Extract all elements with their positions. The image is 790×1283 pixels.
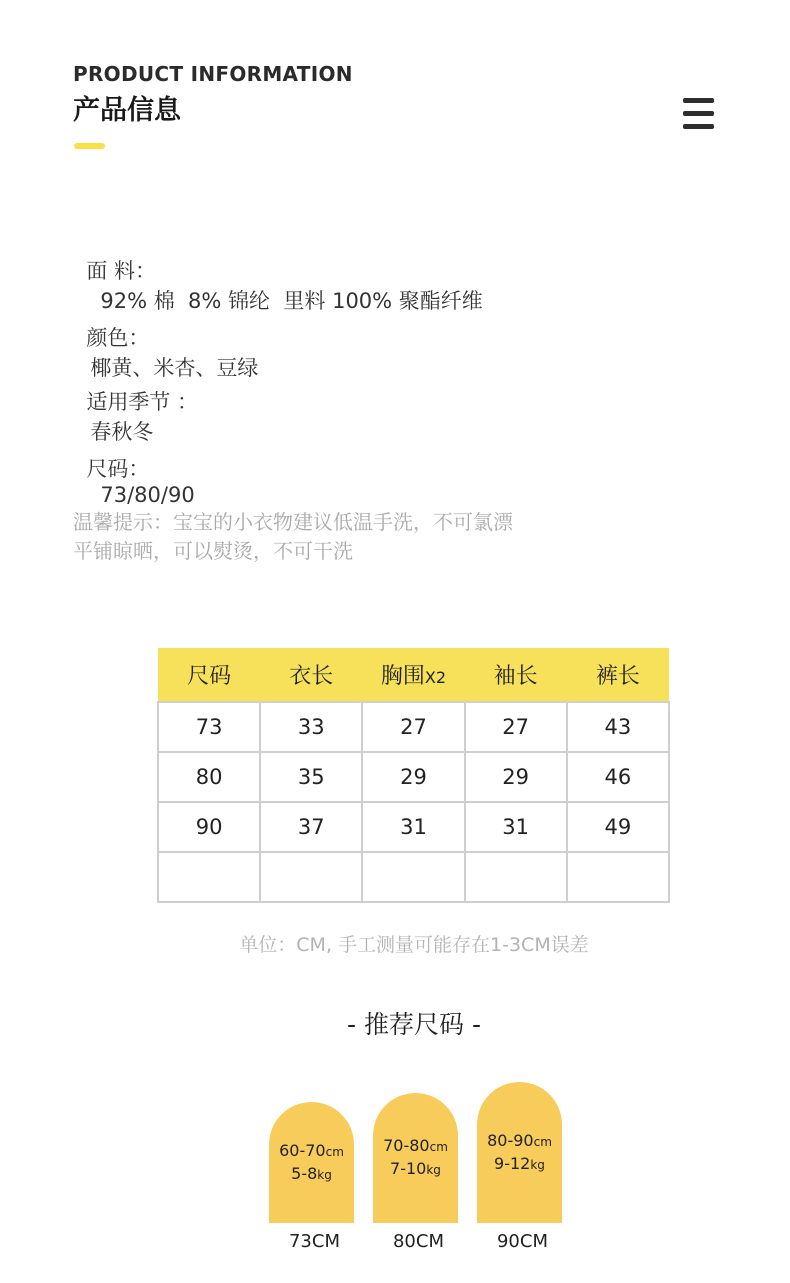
size-arch-90 (477, 1082, 562, 1223)
table-cell: 29 (465, 752, 567, 802)
arch-size-label: 80CM (392, 1231, 444, 1252)
spec-value: 73/80/90 (100, 483, 195, 507)
table-cell: 31 (362, 802, 464, 852)
arch-height-unit: cm (429, 1140, 448, 1154)
spec-label: 面 料： (86, 259, 157, 283)
recommend-title: - 推荐尺码 - (347, 1010, 481, 1039)
spec-value: 春秋冬 (90, 420, 154, 444)
table-cell: 49 (567, 802, 669, 852)
header-sleeve: 袖长 (465, 648, 567, 702)
table-cell: 73 (158, 702, 260, 752)
spec-label: 适用季节 ： (86, 390, 199, 414)
arch-height-value: 60-70 (279, 1140, 326, 1160)
header-chest (362, 648, 464, 702)
size-chart-table (157, 648, 670, 903)
table-cell: 90 (158, 802, 260, 852)
arch-height-value: 70-80 (383, 1136, 430, 1155)
arch-weight (494, 1153, 545, 1176)
table-cell (465, 852, 567, 902)
table-cell (567, 852, 669, 902)
table-row-empty (158, 852, 669, 902)
arch-size-label: 90CM (496, 1231, 548, 1252)
arch-weight-unit: kg (426, 1163, 441, 1177)
table-cell: 29 (362, 752, 464, 802)
header-chest-label: 胸围 (380, 664, 425, 689)
arch-weight-unit: kg (530, 1157, 545, 1172)
table-cell (158, 852, 260, 902)
table-cell: 31 (465, 802, 567, 852)
hamburger-menu-icon[interactable] (683, 98, 714, 130)
section-eyebrow: PRODUCT INFORMATION (73, 62, 353, 86)
header-size: 尺码 (158, 648, 260, 702)
header-chest-suffix: X2 (424, 668, 447, 687)
arch-height-unit: cm (325, 1144, 344, 1159)
header-length: 衣长 (260, 648, 362, 702)
table-row (158, 802, 669, 852)
table-cell: 27 (465, 702, 567, 752)
arch-height (383, 1135, 448, 1158)
spec-value: 92% 棉 8% 锦纶 里料 100% 聚酯纤维 (100, 289, 483, 313)
table-cell: 27 (362, 702, 464, 752)
table-row (158, 702, 669, 752)
arch-weight-value: 5-8 (291, 1163, 318, 1183)
table-cell: 46 (567, 752, 669, 802)
size-arch-80 (373, 1093, 458, 1223)
spec-size (73, 429, 195, 507)
unit-note: 单位：CM, 手工测量可能存在1-3CM误差 (239, 934, 589, 956)
arch-weight (291, 1163, 332, 1186)
table-row (158, 752, 669, 802)
arch-height (279, 1140, 344, 1163)
size-arch-73 (269, 1102, 354, 1223)
spec-label: 尺码： (86, 457, 150, 481)
arch-size-label: 73CM (288, 1231, 340, 1252)
arch-weight (390, 1158, 441, 1181)
arch-weight-value: 7-10 (390, 1159, 427, 1178)
arch-weight-value: 9-12 (494, 1153, 531, 1173)
arch-height-unit: cm (533, 1134, 552, 1149)
table-cell: 37 (260, 802, 362, 852)
table-cell (260, 852, 362, 902)
table-cell: 43 (567, 702, 669, 752)
table-cell (362, 852, 464, 902)
table-cell: 80 (158, 752, 260, 802)
table-cell: 33 (260, 702, 362, 752)
table-cell: 35 (260, 752, 362, 802)
spec-label: 颜色： (86, 326, 150, 350)
care-note-line-2: 平铺晾晒，可以熨烫，不可干洗 (73, 539, 353, 563)
arch-height-value: 80-90 (487, 1130, 534, 1150)
header-pants: 裤长 (567, 648, 669, 702)
page-title: 产品信息 (73, 95, 181, 126)
table-header-row (158, 648, 669, 702)
arch-height (487, 1130, 552, 1153)
title-accent-bar (74, 143, 105, 149)
care-note-line-1: 温馨提示：宝宝的小衣物建议低温手洗，不可氯漂 (73, 510, 513, 534)
spec-value: 椰黄、米杏、豆绿 (90, 356, 259, 380)
arch-weight-unit: kg (317, 1167, 332, 1182)
